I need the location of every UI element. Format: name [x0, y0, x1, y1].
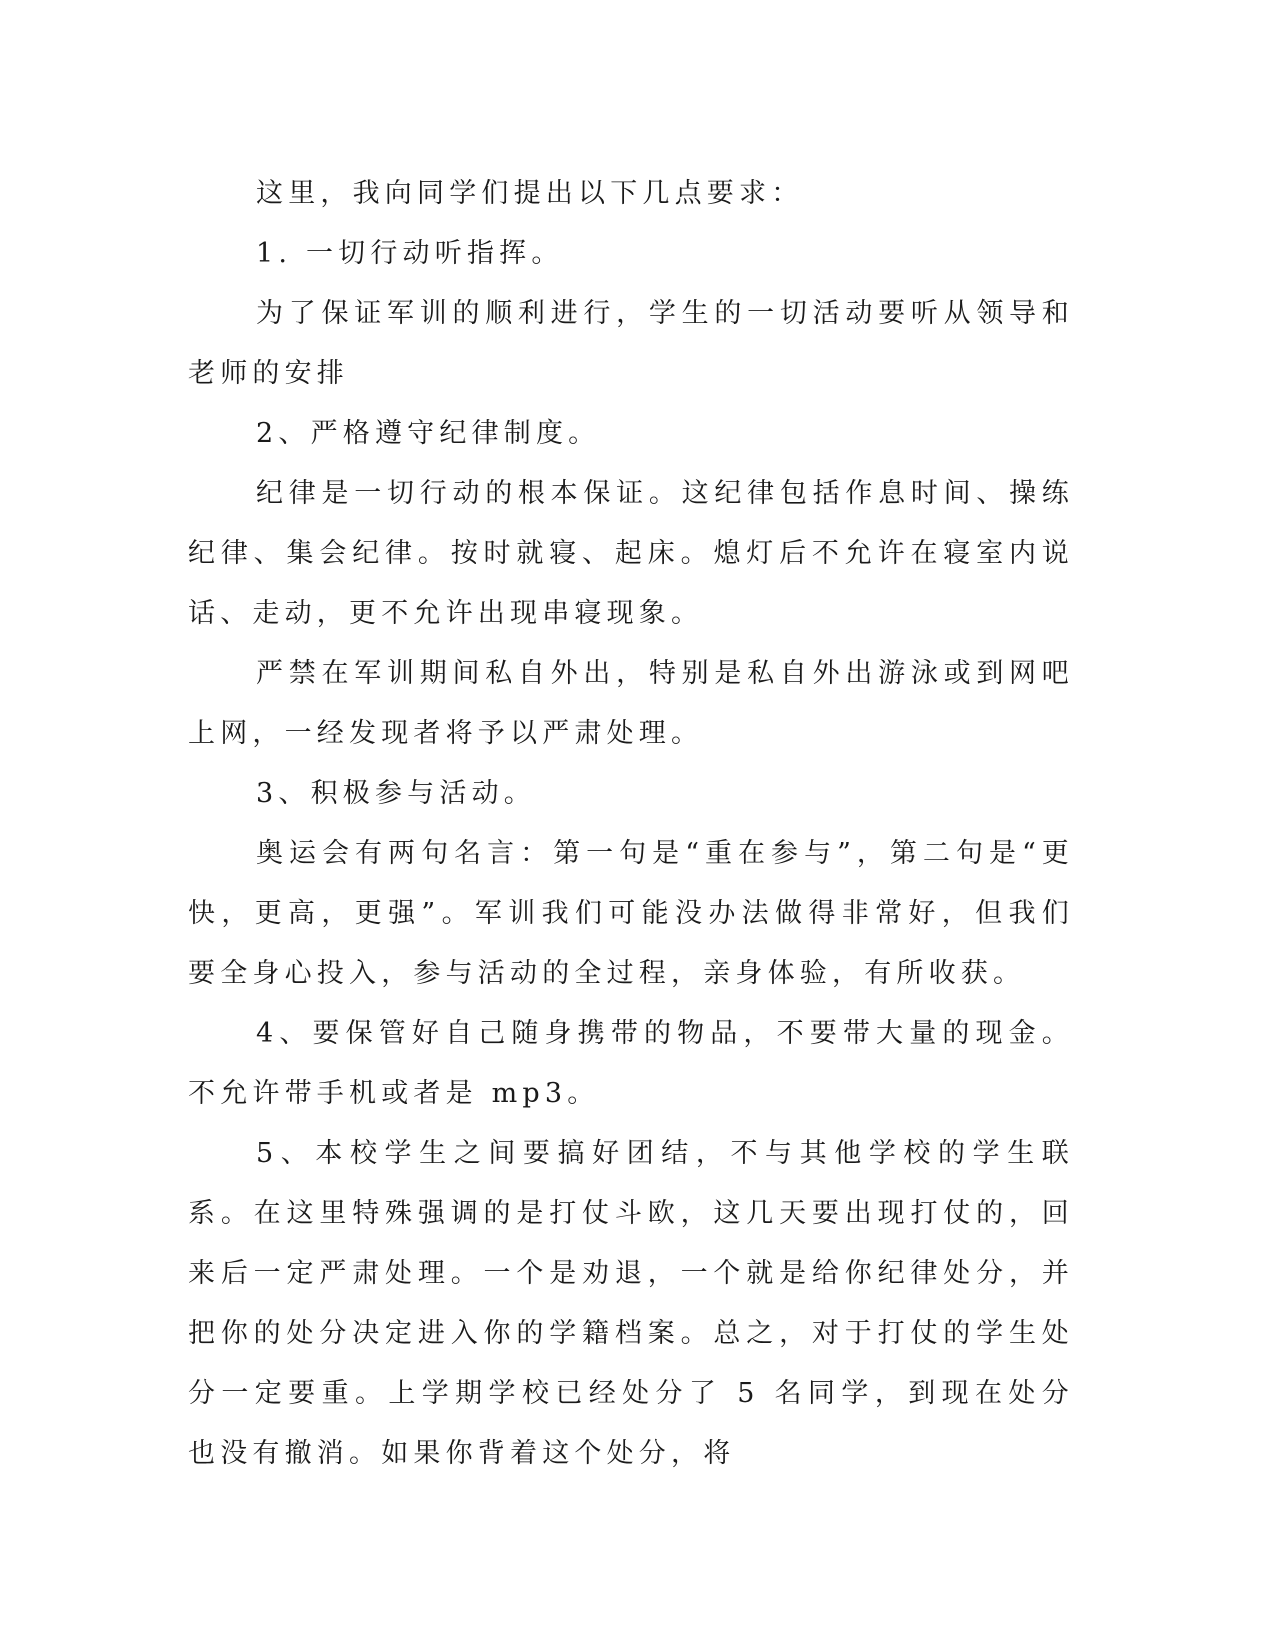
paragraph-intro: 这里，我向同学们提出以下几点要求： [256, 178, 804, 209]
paragraph-point-3-body: 奥运会有两句名言：第一句是“重在参与”，第二句是“更快，更高，更强”。军训我们可能没办法做得非常好，但我们要全身心投入，参与活动的全过程，亲身体验，有所收获。 [188, 838, 1074, 989]
paragraph-point-2-heading: 2、严格遵守纪律制度。 [256, 418, 601, 449]
paragraph-point-4: 4、要保管好自己随身携带的物品，不要带大量的现金。不允许带手机或者是 mp3。 [188, 1018, 1074, 1109]
document-body [188, 164, 1074, 1484]
paragraph-point-2-body: 纪律是一切行动的根本保证。这纪律包括作息时间、操练纪律、集会纪律。按时就寝、起床。熄灯后不允许在寝室内说话、走动，更不允许出现串寝现象。 [188, 478, 1074, 629]
paragraph-point-1-body: 为了保证军训的顺利进行，学生的一切活动要听从领导和老师的安排 [188, 298, 1074, 389]
paragraph-point-2-body-continued: 严禁在军训期间私自外出，特别是私自外出游泳或到网吧上网，一经发现者将予以严肃处理。 [188, 658, 1074, 749]
paragraph-point-5: 5、本校学生之间要搞好团结，不与其他学校的学生联系。在这里特殊强调的是打仗斗欧，这几天要出现打仗的，回来后一定严肃处理。一个是劝退，一个就是给你纪律处分，并把你的处分决定进入你的学籍档案。总之，对于打仗的学生处分一定要重。上学期学校已经处分了 5 名同学，到现在处分也没有撤消。如果你背着这个处分，将 [188, 1138, 1074, 1469]
paragraph-point-3-heading: 3、积极参与活动。 [256, 778, 536, 809]
paragraph-point-1-heading: 1. 一切行动听指挥。 [256, 238, 564, 269]
